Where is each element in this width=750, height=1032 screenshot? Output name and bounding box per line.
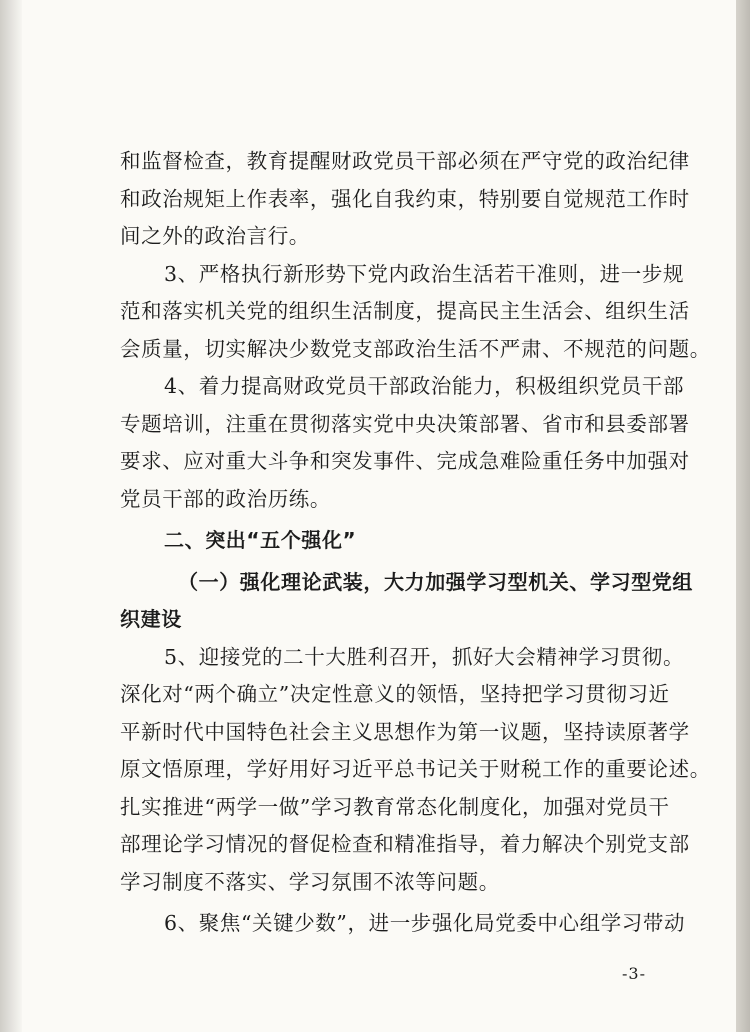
body-line: 原文悟原理，学好用好习近平总书记关于财税工作的重要论述。: [120, 757, 711, 781]
body-line: 间之外的政治言行。: [120, 224, 310, 248]
document-body: [120, 143, 711, 943]
page-number: -3-: [622, 964, 646, 983]
body-line: 专题培训，注重在贯彻落实党中央决策部署、省市和县委部署: [120, 411, 690, 436]
paragraph-start-line: 6、聚焦“关键少数”，进一步强化局党委中心组学习带动: [164, 911, 686, 935]
scan-page-edge: [736, 0, 750, 1032]
body-line: 深化对“两个确立”决定性意义的领悟，坚持把学习贯彻习近: [120, 682, 670, 706]
body-line: 和监督检查，教育提醒财政党员干部必须在严守党的政治纪律: [120, 149, 690, 173]
body-line: 党员干部的政治历练。: [120, 486, 331, 511]
body-line: 部理论学习情况的督促检查和精准指导，着力解决个别党支部: [120, 832, 690, 856]
body-line: 扎实推进“两学一做”学习教育常态化制度化，加强对党员干: [120, 794, 670, 819]
paragraph-start-line: 4、着力提高财政党员干部政治能力，积极组织党员干部: [164, 374, 685, 398]
paragraph-start-line: 5、迎接党的二十大胜利召开，抓好大会精神学习贯彻。: [164, 644, 685, 669]
body-line: 平新时代中国特色社会主义思想作为第一议题，坚持读原著学: [120, 719, 690, 744]
subsection-heading: （一）强化理论武装，大力加强学习型机关、学习型党组: [178, 569, 693, 594]
body-line: 范和落实机关党的组织生活制度，提高民主生活会、组织生活: [120, 299, 690, 323]
body-line: 学习制度不落实、学习氛围不浓等问题。: [120, 869, 500, 894]
body-line: 要求、应对重大斗争和突发事件、完成急难险重任务中加强对: [120, 449, 690, 473]
subsection-heading-continued: 织建设: [120, 607, 182, 631]
body-line: 和政治规矩上作表率，强化自我约束，特别要自觉规范工作时: [120, 186, 690, 211]
section-heading: 二、突出“五个强化”: [164, 528, 357, 552]
body-line: 会质量，切实解决少数党支部政治生活不严肃、不规范的问题。: [120, 336, 711, 361]
paragraph-start-line: 3、严格执行新形势下党内政治生活若干准则，进一步规: [164, 261, 685, 286]
